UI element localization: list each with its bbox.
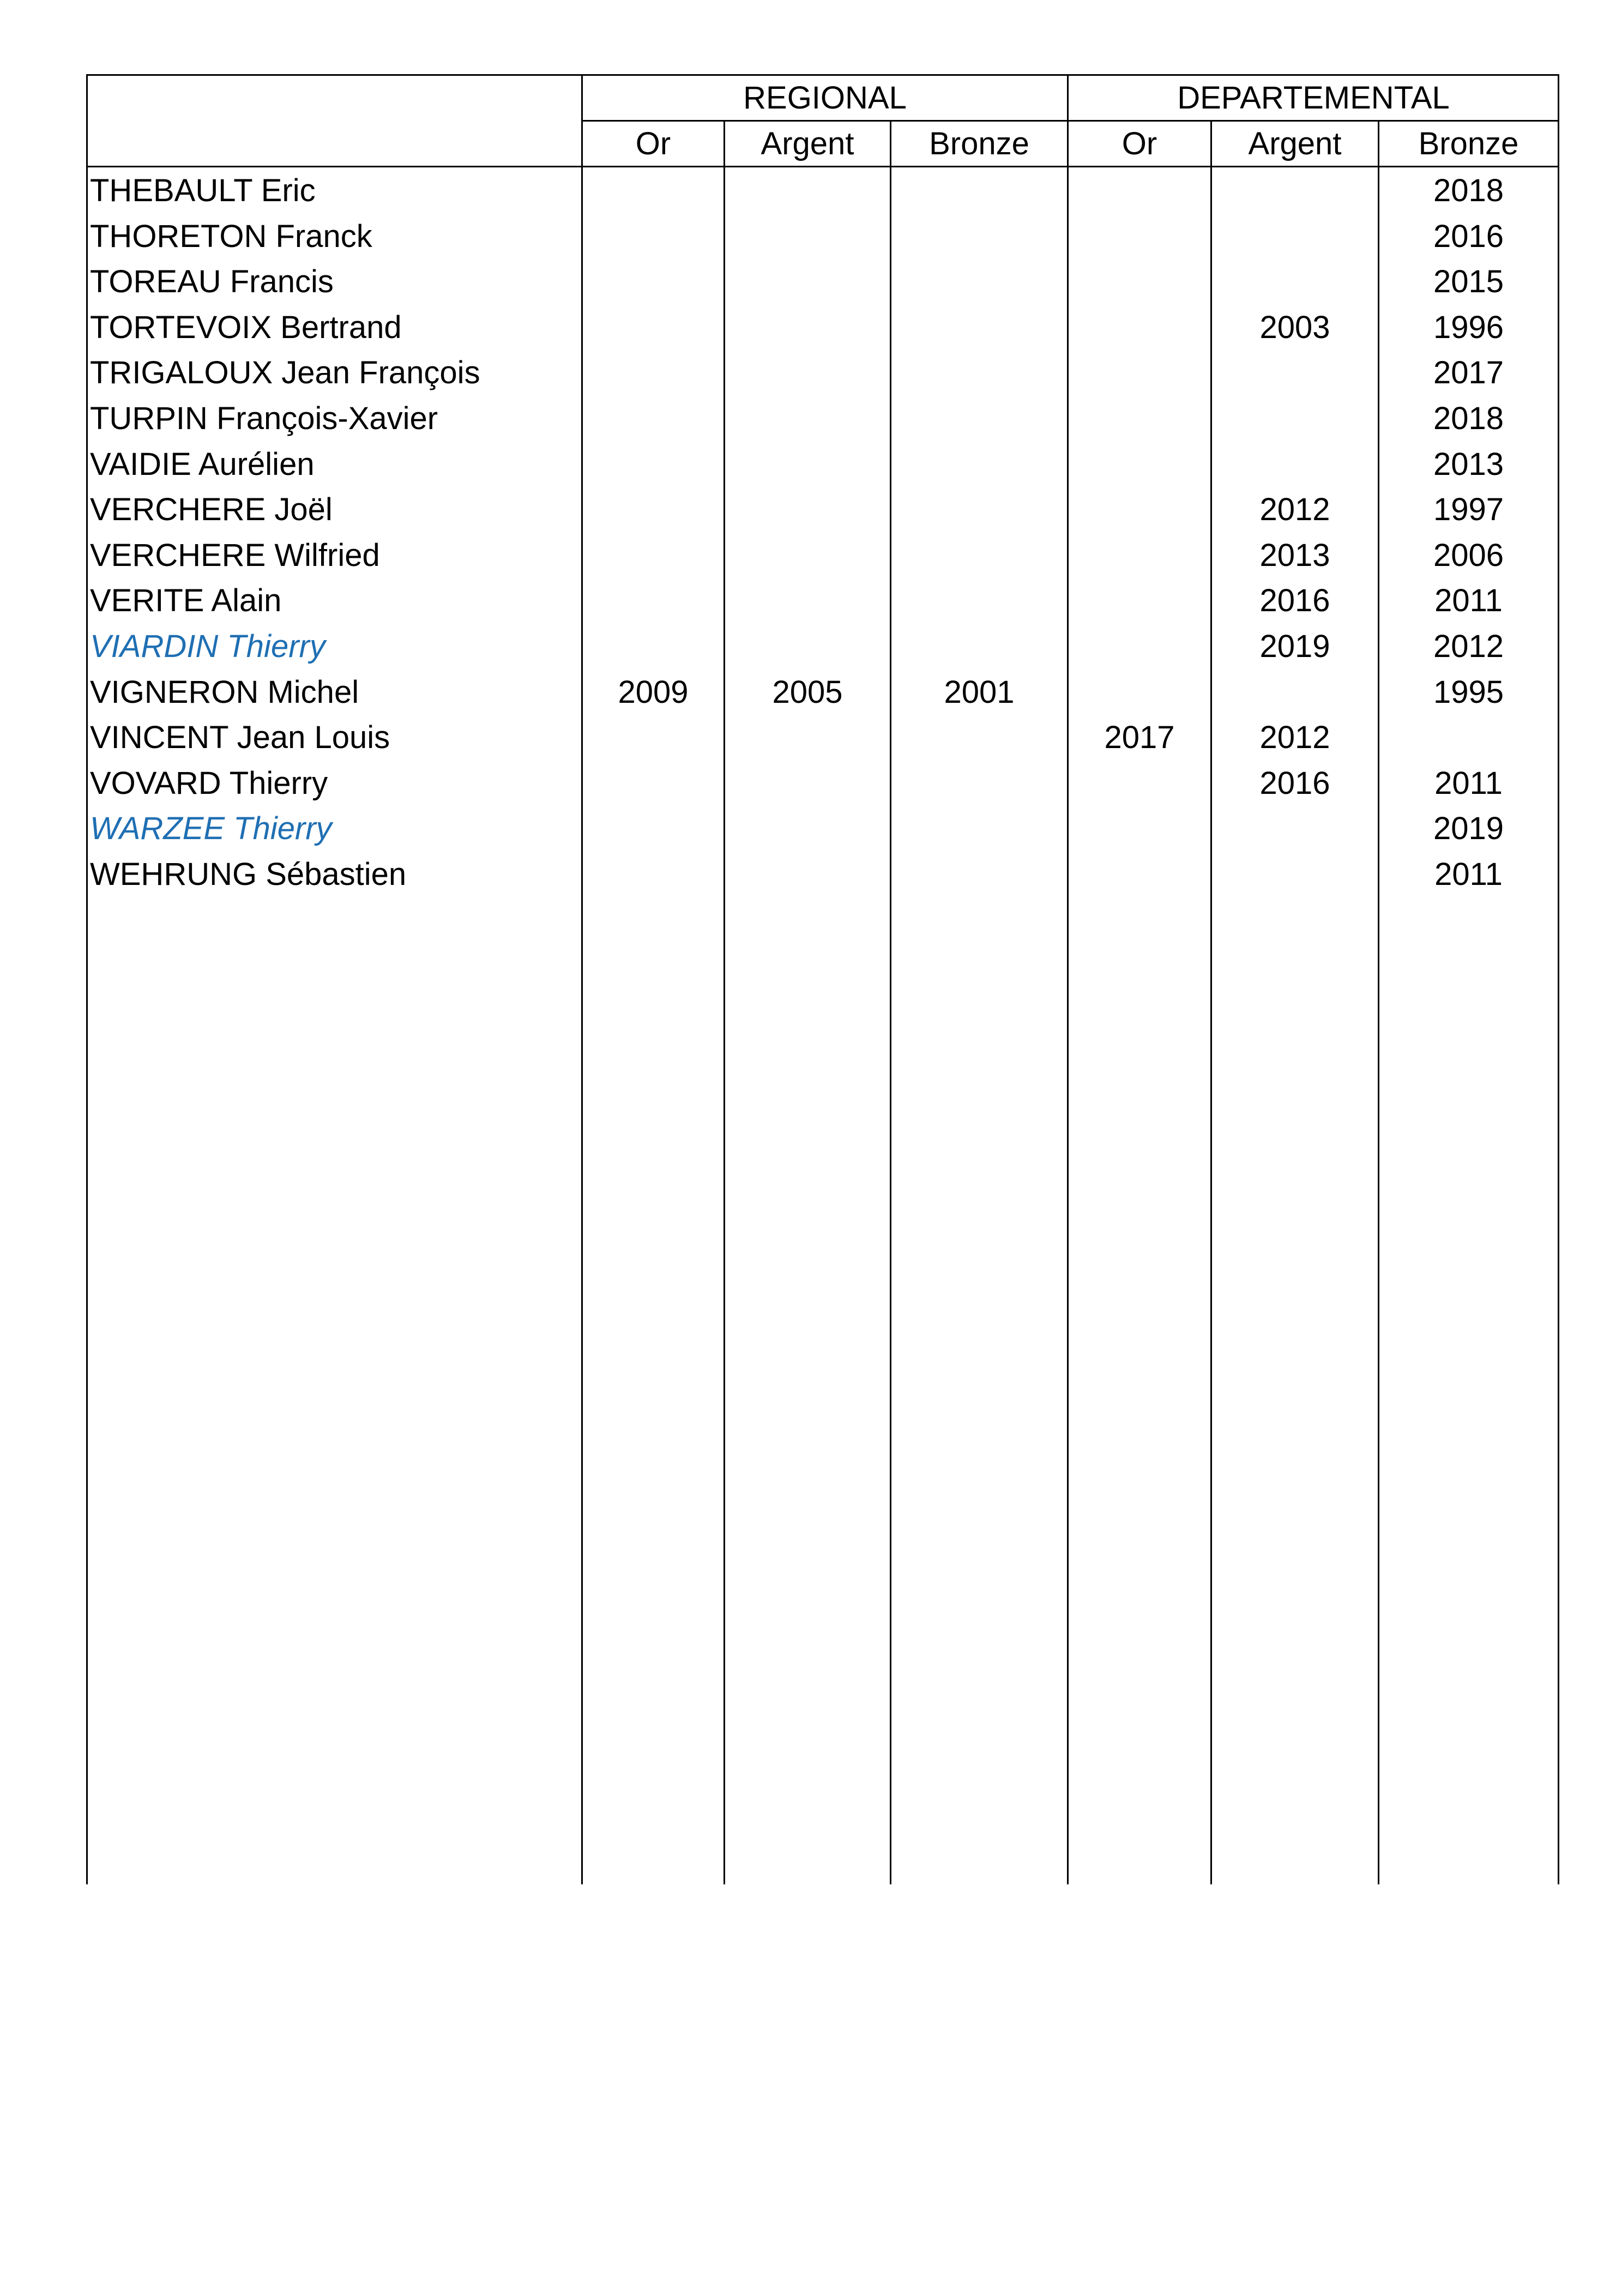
cell-regional-bronze xyxy=(891,806,1068,852)
cell-regional-bronze xyxy=(891,578,1068,624)
cell-regional-or xyxy=(582,761,724,806)
cell-regional-argent xyxy=(725,168,890,214)
member-name: THEBAULT Eric xyxy=(90,173,316,208)
member-name: THORETON Franck xyxy=(90,218,372,254)
header-regional-or: Or xyxy=(635,126,671,161)
header-departemental-or: Or xyxy=(1121,126,1157,161)
cell-regional-argent xyxy=(725,396,890,442)
medals-table xyxy=(86,74,1559,1884)
cell-departemental-bronze: 2019 xyxy=(1433,811,1504,847)
col-border-left xyxy=(86,74,88,1884)
cell-departemental-or xyxy=(1068,259,1211,305)
cell-regional-argent xyxy=(725,487,890,533)
member-name: VERCHERE Wilfried xyxy=(90,537,380,573)
cell-regional-or xyxy=(582,305,724,351)
cell-regional-argent xyxy=(725,533,890,578)
cell-regional-argent xyxy=(725,259,890,305)
cell-departemental-or xyxy=(1068,487,1211,533)
cell-regional-or xyxy=(582,578,724,624)
cell-regional-argent xyxy=(725,761,890,806)
cell-departemental-argent xyxy=(1211,350,1378,396)
cell-departemental-bronze: 2013 xyxy=(1433,446,1504,482)
cell-departemental-bronze xyxy=(1379,715,1558,761)
cell-departemental-argent xyxy=(1211,442,1378,487)
cell-regional-or xyxy=(582,624,724,670)
cell-departemental-or xyxy=(1068,168,1211,214)
member-name: VINCENT Jean Louis xyxy=(90,720,390,756)
cell-regional-argent xyxy=(725,305,890,351)
cell-departemental-or xyxy=(1068,670,1211,715)
cell-departemental-bronze: 1995 xyxy=(1433,674,1504,710)
cell-departemental-or xyxy=(1068,533,1211,578)
cell-departemental-bronze: 1997 xyxy=(1433,492,1504,528)
member-name: TURPIN François-Xavier xyxy=(90,401,438,436)
member-name: VOVARD Thierry xyxy=(90,765,328,801)
cell-departemental-or xyxy=(1068,806,1211,852)
cell-regional-bronze xyxy=(891,214,1068,260)
header-departemental-bronze: Bronze xyxy=(1418,126,1519,161)
member-name: TORTEVOIX Bertrand xyxy=(90,309,402,345)
cell-regional-bronze xyxy=(891,396,1068,442)
cell-departemental-bronze: 2012 xyxy=(1433,629,1504,664)
cell-departemental-argent xyxy=(1211,396,1378,442)
member-name: TRIGALOUX Jean François xyxy=(90,355,480,391)
cell-regional-bronze xyxy=(891,487,1068,533)
cell-regional-argent xyxy=(725,852,890,897)
cell-departemental-bronze: 1996 xyxy=(1433,309,1504,345)
header-regional: REGIONAL xyxy=(743,80,907,116)
cell-regional-or xyxy=(582,852,724,897)
cell-regional-argent xyxy=(725,578,890,624)
member-name: VAIDIE Aurélien xyxy=(90,446,315,482)
cell-regional-bronze xyxy=(891,168,1068,214)
cell-departemental-argent: 2012 xyxy=(1259,492,1330,528)
cell-regional-argent xyxy=(725,442,890,487)
cell-regional-argent xyxy=(725,624,890,670)
cell-departemental-argent: 2016 xyxy=(1259,765,1330,801)
cell-regional-or: 2009 xyxy=(618,674,689,710)
cell-regional-bronze xyxy=(891,715,1068,761)
cell-departemental-argent xyxy=(1211,852,1378,897)
cell-regional-or xyxy=(582,487,724,533)
cell-departemental-bronze: 2017 xyxy=(1433,355,1504,391)
cell-regional-argent xyxy=(725,715,890,761)
cell-departemental-or xyxy=(1068,350,1211,396)
cell-regional-bronze xyxy=(891,259,1068,305)
member-name: VIARDIN Thierry xyxy=(90,629,325,664)
header-departemental-argent: Argent xyxy=(1248,126,1342,161)
cell-departemental-bronze: 2011 xyxy=(1434,765,1503,801)
cell-regional-or xyxy=(582,214,724,260)
cell-regional-argent xyxy=(725,350,890,396)
cell-departemental-or xyxy=(1068,624,1211,670)
cell-regional-or xyxy=(582,259,724,305)
cell-departemental-argent xyxy=(1211,806,1378,852)
cell-regional-or xyxy=(582,350,724,396)
cell-departemental-bronze: 2018 xyxy=(1433,401,1504,436)
cell-departemental-argent xyxy=(1211,168,1378,214)
cell-regional-bronze xyxy=(891,761,1068,806)
cell-regional-bronze xyxy=(891,350,1068,396)
member-name: TOREAU Francis xyxy=(90,264,334,300)
cell-regional-bronze xyxy=(891,533,1068,578)
cell-regional-or xyxy=(582,806,724,852)
cell-departemental-argent: 2012 xyxy=(1259,720,1330,756)
header-regional-argent: Argent xyxy=(761,126,854,161)
member-name: WARZEE Thierry xyxy=(90,811,332,847)
cell-regional-or xyxy=(582,533,724,578)
member-name: VERITE Alain xyxy=(90,583,282,619)
cell-departemental-argent: 2013 xyxy=(1259,537,1330,573)
cell-departemental-argent xyxy=(1211,214,1378,260)
cell-departemental-or xyxy=(1068,578,1211,624)
cell-departemental-or xyxy=(1068,396,1211,442)
cell-regional-bronze xyxy=(891,852,1068,897)
cell-departemental-argent: 2016 xyxy=(1259,583,1330,619)
cell-regional-bronze xyxy=(891,624,1068,670)
header-regional-bronze: Bronze xyxy=(929,126,1029,161)
member-name: WEHRUNG Sébastien xyxy=(90,857,407,892)
cell-regional-bronze xyxy=(891,305,1068,351)
cell-regional-argent xyxy=(725,214,890,260)
cell-departemental-or xyxy=(1068,761,1211,806)
cell-departemental-argent: 2019 xyxy=(1259,629,1330,664)
cell-regional-argent: 2005 xyxy=(772,674,843,710)
cell-regional-argent xyxy=(725,806,890,852)
member-name: VERCHERE Joël xyxy=(90,492,333,528)
cell-departemental-bronze: 2015 xyxy=(1433,264,1504,300)
cell-departemental-argent xyxy=(1211,670,1378,715)
cell-departemental-bronze: 2016 xyxy=(1433,218,1504,254)
cell-regional-bronze: 2001 xyxy=(944,674,1015,710)
cell-departemental-or xyxy=(1068,214,1211,260)
cell-regional-or xyxy=(582,396,724,442)
cell-regional-or xyxy=(582,442,724,487)
cell-departemental-argent: 2003 xyxy=(1259,309,1330,345)
cell-departemental-or xyxy=(1068,305,1211,351)
cell-departemental-bronze: 2006 xyxy=(1433,537,1504,573)
cell-departemental-bronze: 2011 xyxy=(1434,857,1503,892)
cell-departemental-bronze: 2011 xyxy=(1434,583,1503,619)
cell-departemental-or xyxy=(1068,442,1211,487)
member-name: VIGNERON Michel xyxy=(90,674,359,710)
cell-regional-or xyxy=(582,168,724,214)
cell-departemental-bronze: 2018 xyxy=(1433,173,1504,208)
cell-regional-or xyxy=(582,715,724,761)
cell-departemental-or: 2017 xyxy=(1104,720,1175,756)
header-departemental: DEPARTEMENTAL xyxy=(1177,80,1450,116)
cell-regional-bronze xyxy=(891,442,1068,487)
cell-departemental-or xyxy=(1068,852,1211,897)
cell-departemental-argent xyxy=(1211,259,1378,305)
